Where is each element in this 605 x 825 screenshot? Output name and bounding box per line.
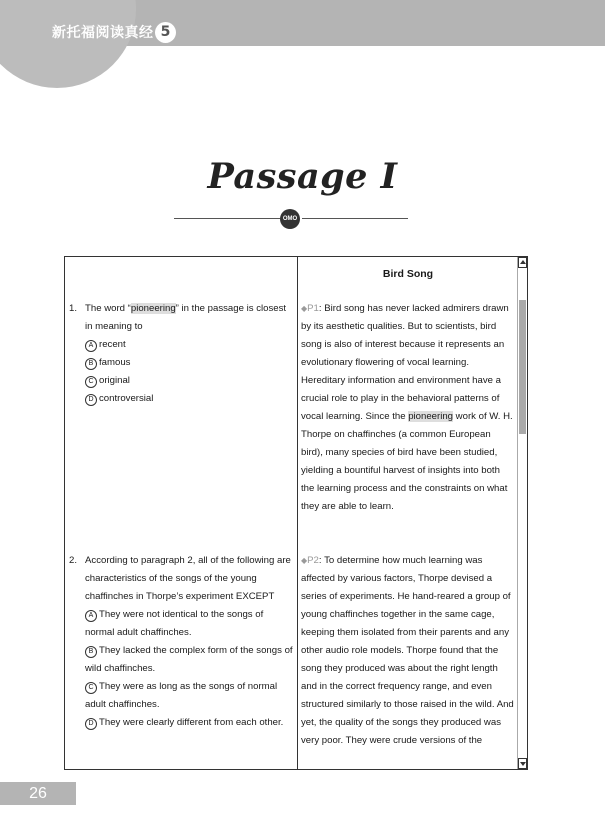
question-stem bbox=[85, 300, 293, 336]
option-letter-d: D bbox=[85, 394, 97, 406]
paragraph-marker-icon: ◆ bbox=[301, 304, 308, 313]
question-number: 1. bbox=[69, 303, 78, 314]
column-divider bbox=[297, 257, 298, 769]
highlighted-word: pioneering bbox=[408, 411, 454, 422]
content-frame bbox=[64, 256, 528, 770]
paragraph-text: : To determine how much learning was affected by various factors, Thorpe devised a series of experiments. He hand-reared a group of young chaffinches together in the same cage, keeping them isolated from their parents and any other audio role models. Thorpe found that the song they produced was about the right length and in the correct frequency range, and even structured similarly to those raised in the wild. And yet, the quality of the songs they produced was very poor. They were crude versions of the bbox=[301, 555, 514, 746]
option-text: They lacked the complex form of the songs of wild chaffinches. bbox=[85, 645, 293, 674]
paragraph-1 bbox=[301, 300, 515, 516]
option-text: They were clearly different from each other. bbox=[99, 717, 284, 728]
header-decoration-circle bbox=[0, 0, 136, 88]
paragraph-marker-icon: ◆ bbox=[301, 556, 308, 565]
scroll-down-icon[interactable] bbox=[518, 758, 527, 769]
option-letter-b: B bbox=[85, 646, 97, 658]
title-divider-right bbox=[302, 218, 408, 219]
highlighted-word: pioneering bbox=[130, 303, 176, 314]
option-text: They were as long as the songs of normal adult chaffinches. bbox=[85, 681, 278, 710]
scroll-up-icon[interactable] bbox=[518, 257, 527, 268]
question-1 bbox=[69, 300, 293, 408]
question-number: 2. bbox=[69, 555, 78, 566]
paragraph-label: P1 bbox=[307, 303, 319, 314]
book-volume-badge: 5 bbox=[155, 22, 176, 43]
option-c[interactable] bbox=[85, 678, 293, 714]
title-divider-left bbox=[174, 218, 280, 219]
option-b[interactable] bbox=[85, 642, 293, 678]
passage-title: Passage I bbox=[207, 156, 398, 197]
option-letter-c: C bbox=[85, 682, 97, 694]
divider-badge: OMO bbox=[280, 209, 300, 229]
stem-text-before: The word “ bbox=[85, 303, 131, 314]
option-letter-d: D bbox=[85, 718, 97, 730]
option-letter-b: B bbox=[85, 358, 97, 370]
option-text: famous bbox=[99, 357, 131, 368]
paragraph-2 bbox=[301, 552, 515, 750]
option-letter-a: A bbox=[85, 340, 97, 352]
option-letter-a: A bbox=[85, 610, 97, 622]
option-text: They were not identical to the songs of normal adult chaffinches. bbox=[85, 609, 264, 638]
option-text: controversial bbox=[99, 393, 154, 404]
question-2 bbox=[69, 552, 293, 732]
option-c[interactable] bbox=[85, 372, 293, 390]
option-text: recent bbox=[99, 339, 126, 350]
stem-text-after: ” in the passage is closest in meaning to bbox=[85, 303, 287, 332]
passage-heading: Bird Song bbox=[382, 268, 434, 280]
scroll-thumb[interactable] bbox=[519, 300, 526, 434]
question-stem: According to paragraph 2, all of the following are characteristics of the songs of the young chaffinches in Thorpe’s experiment EXCEPT bbox=[85, 555, 291, 602]
passage-scrollbar[interactable] bbox=[517, 257, 527, 769]
paragraph-label: P2 bbox=[307, 555, 319, 566]
option-a[interactable] bbox=[85, 606, 293, 642]
option-letter-c: C bbox=[85, 376, 97, 388]
option-d[interactable] bbox=[85, 714, 293, 732]
option-text: original bbox=[99, 375, 130, 386]
option-d[interactable] bbox=[85, 390, 293, 408]
option-a[interactable] bbox=[85, 336, 293, 354]
option-b[interactable] bbox=[85, 354, 293, 372]
paragraph-text: : Bird song has never lacked admirers drawn by its aesthetic qualities. But to scientists, bird song is also of interest because it represents an evolutionary flowering of vocal learning. Hereditary information and environment have a crucial role to play in the behavioral patterns of vocal learning. Since the bbox=[301, 303, 509, 422]
paragraph-text: work of W. H. Thorpe on chaffinches (a common European bird), many species of bird have been studied, yielding a bountiful harvest of insights into both the learning process and the constraints on what they are able to learn. bbox=[301, 411, 513, 512]
book-title: 新托福阅读真经 bbox=[52, 25, 154, 41]
page-number: 26 bbox=[0, 782, 76, 805]
